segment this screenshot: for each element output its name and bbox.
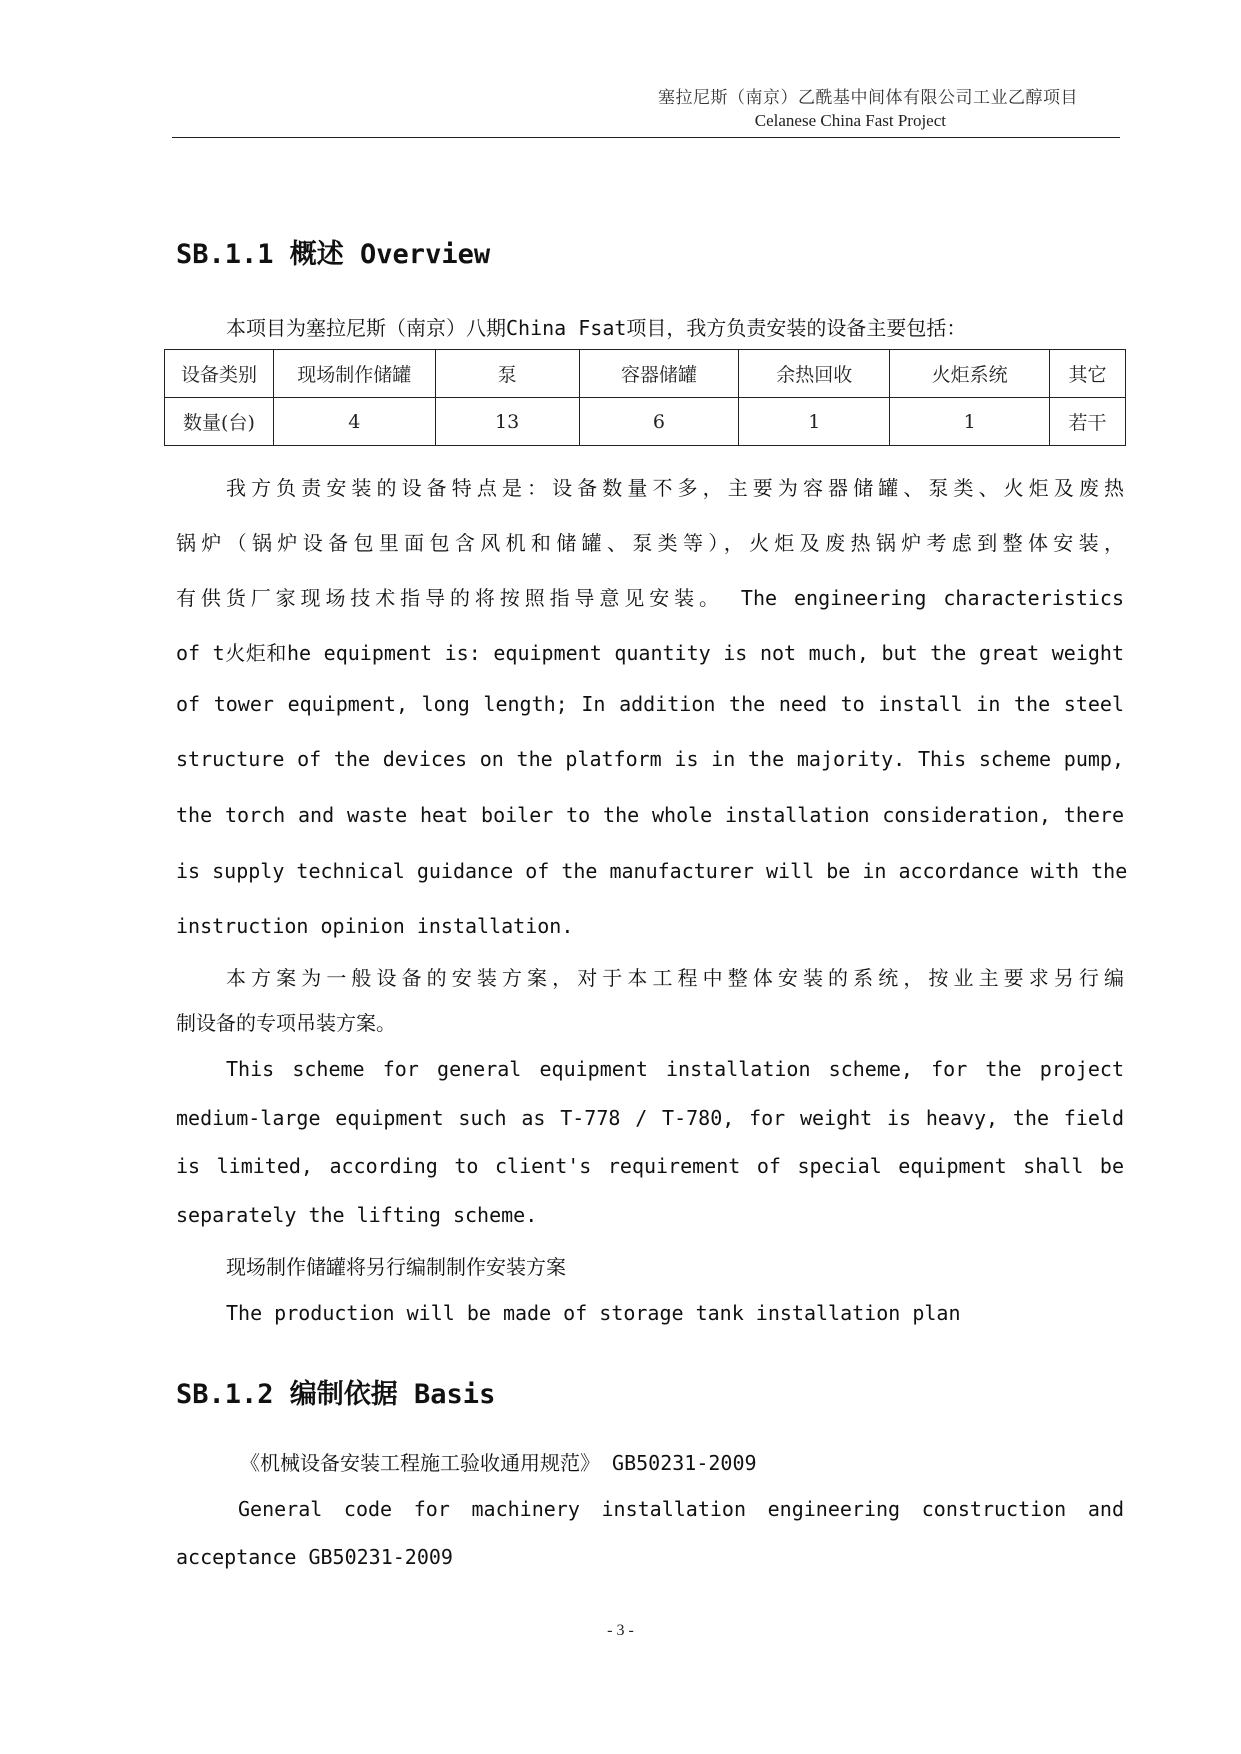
- table-cell: 1: [739, 398, 890, 446]
- paragraph-line: acceptance GB50231-2009: [176, 1545, 453, 1569]
- header-divider: [172, 137, 1120, 138]
- table-header-row: [165, 350, 1126, 398]
- table-cell: 现场制作储罐: [273, 350, 435, 398]
- paragraph-line: the torch and waste heat boiler to the whole installation consideration, there: [176, 803, 1124, 827]
- reference-item: 《机械设备安装工程施工验收通用规范》 GB50231-2009: [240, 1451, 757, 1475]
- paragraph-line: This scheme for general equipment installation scheme, for the project: [226, 1057, 1124, 1081]
- header-title-en: Celanese China Fast Project: [754, 111, 946, 130]
- paragraph-line: instruction opinion installation.: [176, 914, 574, 938]
- table-cell: 余热回收: [739, 350, 890, 398]
- page-number: - 3 -: [607, 1622, 634, 1639]
- header-title-cn: 塞拉尼斯（南京）乙酰基中间体有限公司工业乙醇项目: [658, 88, 1078, 108]
- table-cell: 4: [273, 398, 435, 446]
- paragraph-line: 我方负责安装的设备特点是：设备数量不多，主要为容器储罐、泵类、火炬及废热: [226, 476, 1124, 500]
- table-cell: 其它: [1050, 350, 1126, 398]
- section-heading-overview: SB.1.1 概述 Overview: [176, 239, 491, 270]
- paragraph-line: 现场制作储罐将另行编制制作安装方案: [226, 1255, 566, 1279]
- table-row: [165, 398, 1126, 446]
- paragraph-line: General code for machinery installation engineering construction and: [238, 1497, 1124, 1521]
- section-heading-basis: SB.1.2 编制依据 Basis: [176, 1379, 496, 1410]
- table-cell: 火炬系统: [890, 350, 1050, 398]
- paragraph-line: 有供货厂家现场技术指导的将按照指导意见安装。 The engineering characteristics: [176, 586, 1124, 610]
- paragraph-line: medium-large equipment such as T-778 / T-780, for weight is heavy, the field: [176, 1106, 1124, 1130]
- paragraph-line: 本方案为一般设备的安装方案，对于本工程中整体安装的系统，按业主要求另行编: [226, 966, 1124, 990]
- paragraph-line: The production will be made of storage tank installation plan: [226, 1301, 961, 1325]
- table-cell: 6: [579, 398, 739, 446]
- paragraph-line: structure of the devices on the platform is in the majority. This scheme pump,: [176, 747, 1124, 771]
- paragraph-line: is limited, according to client's requirement of special equipment shall be: [176, 1154, 1124, 1178]
- intro-paragraph: 本项目为塞拉尼斯（南京）八期China Fsat项目，我方负责安装的设备主要包括：: [226, 316, 967, 340]
- table-cell: 数量(台): [165, 398, 274, 446]
- paragraph-line: of tower equipment, long length; In addition the need to install in the steel: [176, 692, 1124, 716]
- paragraph-line: 制设备的专项吊装方案。: [176, 1011, 396, 1035]
- paragraph-line: is supply technical guidance of the manufacturer will be in accordance with the: [176, 859, 1128, 883]
- table-cell: 若干: [1050, 398, 1126, 446]
- equipment-table: [164, 349, 1126, 446]
- table-cell: 1: [890, 398, 1050, 446]
- table-cell: 容器储罐: [579, 350, 739, 398]
- page-header: [172, 86, 1120, 132]
- table-cell: 泵: [435, 350, 579, 398]
- table-cell: 设备类别: [165, 350, 274, 398]
- table-cell: 13: [435, 398, 579, 446]
- paragraph-line: separately the lifting scheme.: [176, 1203, 538, 1227]
- paragraph-line: 锅炉（锅炉设备包里面包含风机和储罐、泵类等），火炬及废热锅炉考虑到整体安装，: [176, 531, 1124, 555]
- paragraph-line: of t火炬和he equipment is: equipment quantity is not much, but the great weight: [176, 641, 1124, 665]
